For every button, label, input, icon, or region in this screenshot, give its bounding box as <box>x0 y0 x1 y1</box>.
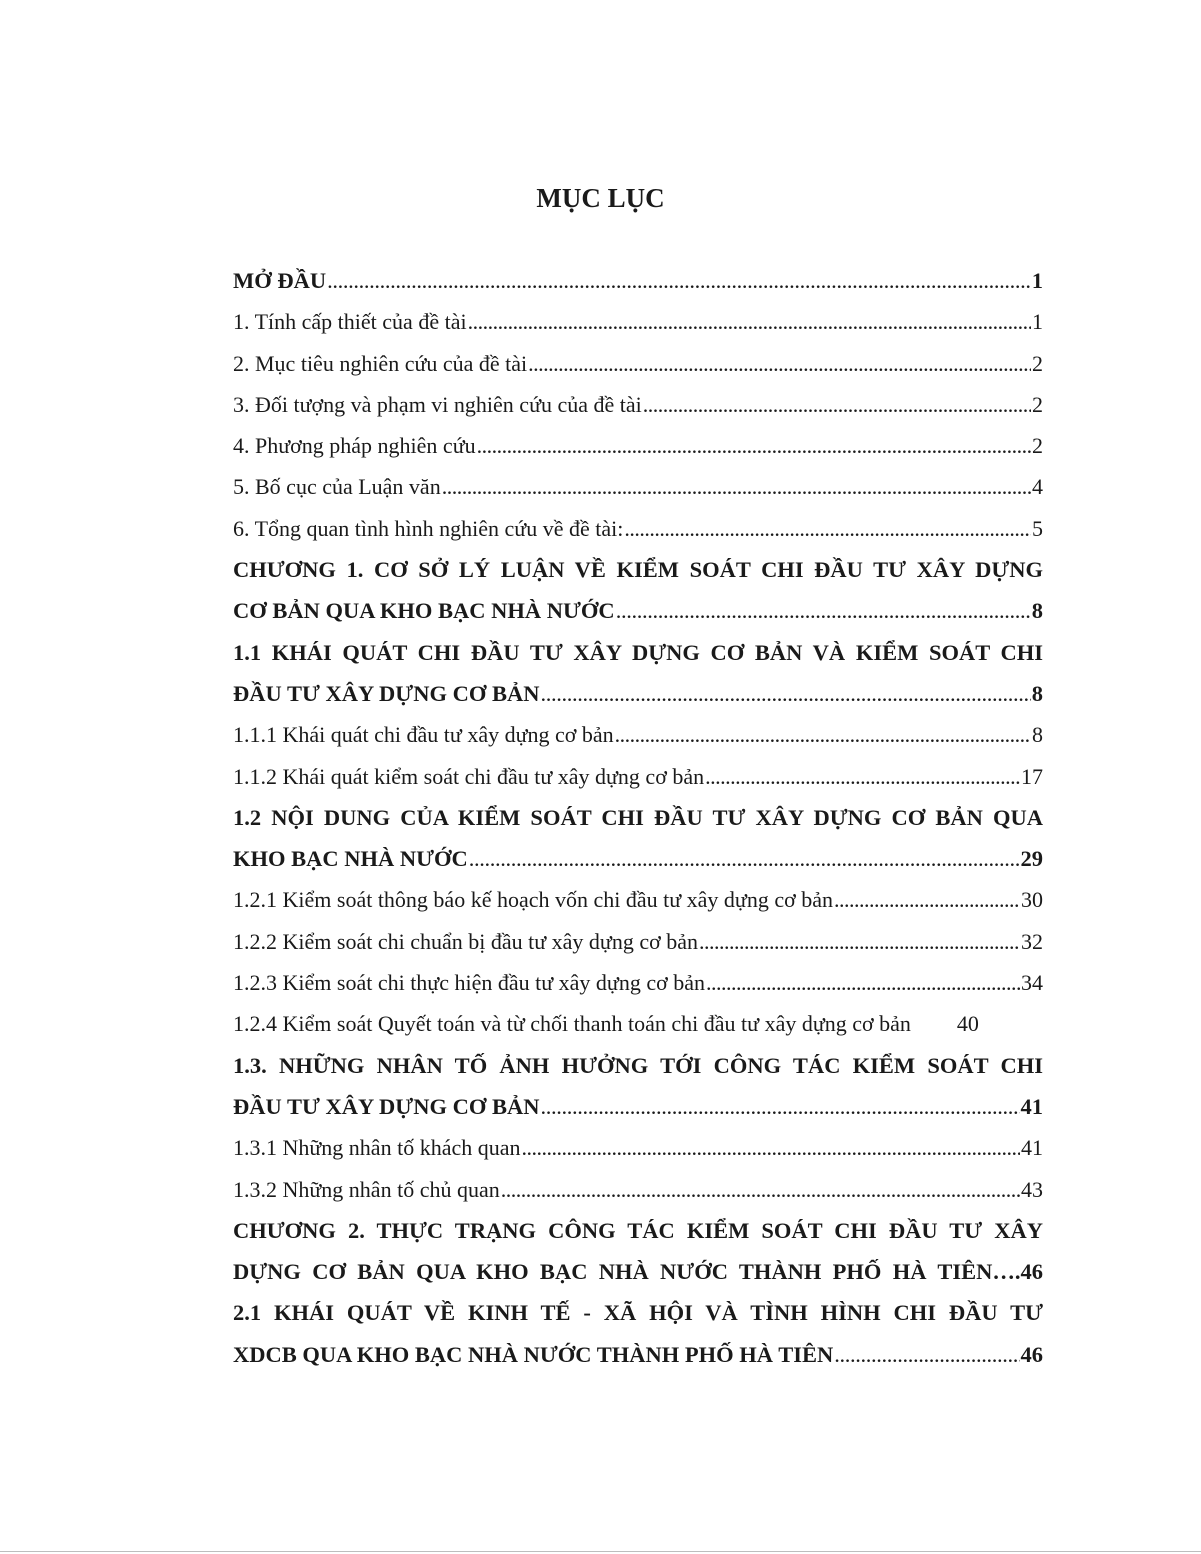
toc-entry-text: CHƯƠNG 1. CƠ SỞ LÝ LUẬN VỀ KIỂM SOÁT CHI ĐẦU TƯ XÂY DỰNG <box>233 557 1043 583</box>
toc-entry-text: 2.1 KHÁI QUÁT VỀ KINH TẾ - XÃ HỘI VÀ TÌNH HÌNH CHI ĐẦU TƯ <box>233 1300 1043 1326</box>
toc-entry-text: 3. Đối tượng và phạm vi nghiên cứu của đề tài <box>233 391 642 417</box>
toc-entry-leader <box>468 309 1031 335</box>
toc-entry-leader <box>834 887 1020 913</box>
toc-entry-text: ĐẦU TƯ XÂY DỰNG CƠ BẢN <box>233 680 540 706</box>
toc-entry-leader <box>834 1342 1019 1368</box>
toc-entry[interactable] <box>233 929 1043 970</box>
table-of-contents <box>233 268 1043 1383</box>
toc-entry-leader <box>624 516 1031 542</box>
toc-entry[interactable] <box>233 1342 1043 1383</box>
toc-entry-text: 1.1.1 Khái quát chi đầu tư xây dựng cơ bản <box>233 722 614 748</box>
toc-entry-text: 1.1 KHÁI QUÁT CHI ĐẦU TƯ XÂY DỰNG CƠ BẢN VÀ KIỂM SOÁT CHI <box>233 639 1043 665</box>
toc-entry-text: DỰNG CƠ BẢN QUA KHO BẠC NHÀ NƯỚC THÀNH PHỐ HÀ TIÊN….46 <box>233 1259 1043 1285</box>
toc-entry[interactable] <box>233 1177 1043 1218</box>
toc-entry-page-number: 29 <box>1020 846 1043 872</box>
toc-entry-leader <box>521 1135 1020 1161</box>
toc-entry-text: 4. Phương pháp nghiên cứu <box>233 433 476 459</box>
toc-entry-text: 1.3. NHỮNG NHÂN TỐ ẢNH HƯỞNG TỚI CÔNG TÁC KIỂM SOÁT CHI <box>233 1052 1043 1078</box>
toc-entry[interactable] <box>233 351 1043 392</box>
toc-entry-leader <box>705 764 1020 790</box>
toc-entry[interactable] <box>233 1135 1043 1176</box>
toc-entry-page-number: 4 <box>1032 474 1043 500</box>
toc-entry[interactable] <box>233 1053 1043 1094</box>
toc-entry-text: CHƯƠNG 2. THỰC TRẠNG CÔNG TÁC KIỂM SOÁT CHI ĐẦU TƯ XÂY <box>233 1217 1043 1243</box>
toc-entry-leader <box>643 392 1031 418</box>
toc-entry-text: 6. Tổng quan tình hình nghiên cứu về đề tài: <box>233 515 624 541</box>
toc-entry-text: 5. Bố cục của Luận văn <box>233 474 441 500</box>
toc-entry-page-number: 2 <box>1032 350 1043 376</box>
toc-entry[interactable] <box>233 309 1043 350</box>
toc-entry-text: 1.1.2 Khái quát kiểm soát chi đầu tư xây dựng cơ bản <box>233 763 705 789</box>
toc-entry-text: 1.3.1 Những nhân tố khách quan <box>233 1135 521 1161</box>
toc-entry[interactable] <box>233 722 1043 763</box>
toc-entry-text: KHO BẠC NHÀ NƯỚC <box>233 846 468 872</box>
toc-entry-page-number: 17 <box>1021 763 1043 789</box>
toc-entry[interactable] <box>233 764 1043 805</box>
toc-entry[interactable] <box>233 805 1043 846</box>
toc-entry[interactable] <box>233 268 1043 309</box>
toc-entry-text: 1.2.3 Kiểm soát chi thực hiện đầu tư xây dựng cơ bản <box>233 970 706 996</box>
toc-entry-text: 1.2.2 Kiểm soát chi chuẩn bị đầu tư xây dựng cơ bản <box>233 928 698 954</box>
toc-entry-leader <box>501 1177 1020 1203</box>
toc-entry[interactable] <box>233 1259 1043 1300</box>
toc-entry-text: MỞ ĐẦU <box>233 268 327 293</box>
toc-entry-page-number: 1 <box>1031 268 1043 293</box>
toc-entry-leader <box>540 1094 1019 1120</box>
toc-entry[interactable] <box>233 887 1043 928</box>
bottom-rule <box>0 1551 1201 1552</box>
toc-entry[interactable] <box>233 598 1043 639</box>
toc-entry-text: 1. Tính cấp thiết của đề tài <box>233 309 467 335</box>
toc-entry-text: 2. Mục tiêu nghiên cứu của đề tài <box>233 350 528 376</box>
toc-entry-text: 1.3.2 Những nhân tố chủ quan <box>233 1176 500 1202</box>
toc-entry-page-number: 2 <box>1032 433 1043 459</box>
toc-entry-page-number: 30 <box>1021 887 1043 913</box>
toc-entry-text: XDCB QUA KHO BẠC NHÀ NƯỚC THÀNH PHỐ HÀ TIÊN <box>233 1341 834 1367</box>
toc-entry-leader <box>442 474 1031 500</box>
toc-entry-page-number: 2 <box>1032 391 1043 417</box>
toc-entry[interactable] <box>233 1011 1043 1052</box>
toc-entry-leader <box>469 846 1020 872</box>
toc-entry-page-number: 43 <box>1021 1176 1043 1202</box>
toc-entry[interactable] <box>233 557 1043 598</box>
toc-entry-text: ĐẦU TƯ XÂY DỰNG CƠ BẢN <box>233 1093 540 1119</box>
toc-entry-leader <box>327 268 1031 294</box>
toc-entry-page-number: 40 <box>956 1011 979 1037</box>
toc-entry[interactable] <box>233 640 1043 681</box>
toc-entry[interactable] <box>233 516 1043 557</box>
toc-entry-text: 1.2.1 Kiểm soát thông báo kế hoạch vốn chi đầu tư xây dựng cơ bản <box>233 887 834 913</box>
toc-entry-text: 1.2.4 Kiểm soát Quyết toán và từ chối thanh toán chi đầu tư xây dựng cơ bản <box>233 1011 911 1037</box>
toc-entry-leader <box>528 351 1031 377</box>
toc-entry-page-number: 8 <box>1032 722 1043 748</box>
toc-entry-leader <box>699 929 1020 955</box>
toc-entry-page-number: 1 <box>1032 309 1043 335</box>
toc-entry-text: 1.2 NỘI DUNG CỦA KIỂM SOÁT CHI ĐẦU TƯ XÂY DỰNG CƠ BẢN QUA <box>233 804 1043 830</box>
toc-entry[interactable] <box>233 474 1043 515</box>
toc-entry[interactable] <box>233 1300 1043 1341</box>
toc-entry-page-number: 34 <box>1021 970 1043 996</box>
page-title: MỤC LỤC <box>536 183 665 213</box>
toc-entry[interactable] <box>233 433 1043 474</box>
toc-entry[interactable] <box>233 846 1043 887</box>
toc-entry-page-number: 32 <box>1021 928 1043 954</box>
toc-entry-text: CƠ BẢN QUA KHO BẠC NHÀ NƯỚC <box>233 598 615 624</box>
toc-entry-leader <box>616 598 1031 624</box>
toc-entry-leader <box>540 681 1030 707</box>
toc-entry[interactable] <box>233 1094 1043 1135</box>
toc-entry[interactable] <box>233 392 1043 433</box>
toc-entry-page-number: 41 <box>1021 1135 1043 1161</box>
toc-entry-page-number: 41 <box>1020 1093 1043 1119</box>
toc-entry-leader <box>706 970 1020 996</box>
toc-entry-leader <box>615 722 1031 748</box>
toc-entry-page-number: 8 <box>1031 680 1043 706</box>
toc-entry-leader <box>477 433 1031 459</box>
toc-entry-page-number: 46 <box>1020 1341 1043 1367</box>
toc-entry-page-number: 5 <box>1032 515 1043 541</box>
toc-entry[interactable] <box>233 970 1043 1011</box>
toc-entry[interactable] <box>233 681 1043 722</box>
toc-entry-page-number: 8 <box>1031 598 1043 624</box>
toc-entry[interactable] <box>233 1218 1043 1259</box>
